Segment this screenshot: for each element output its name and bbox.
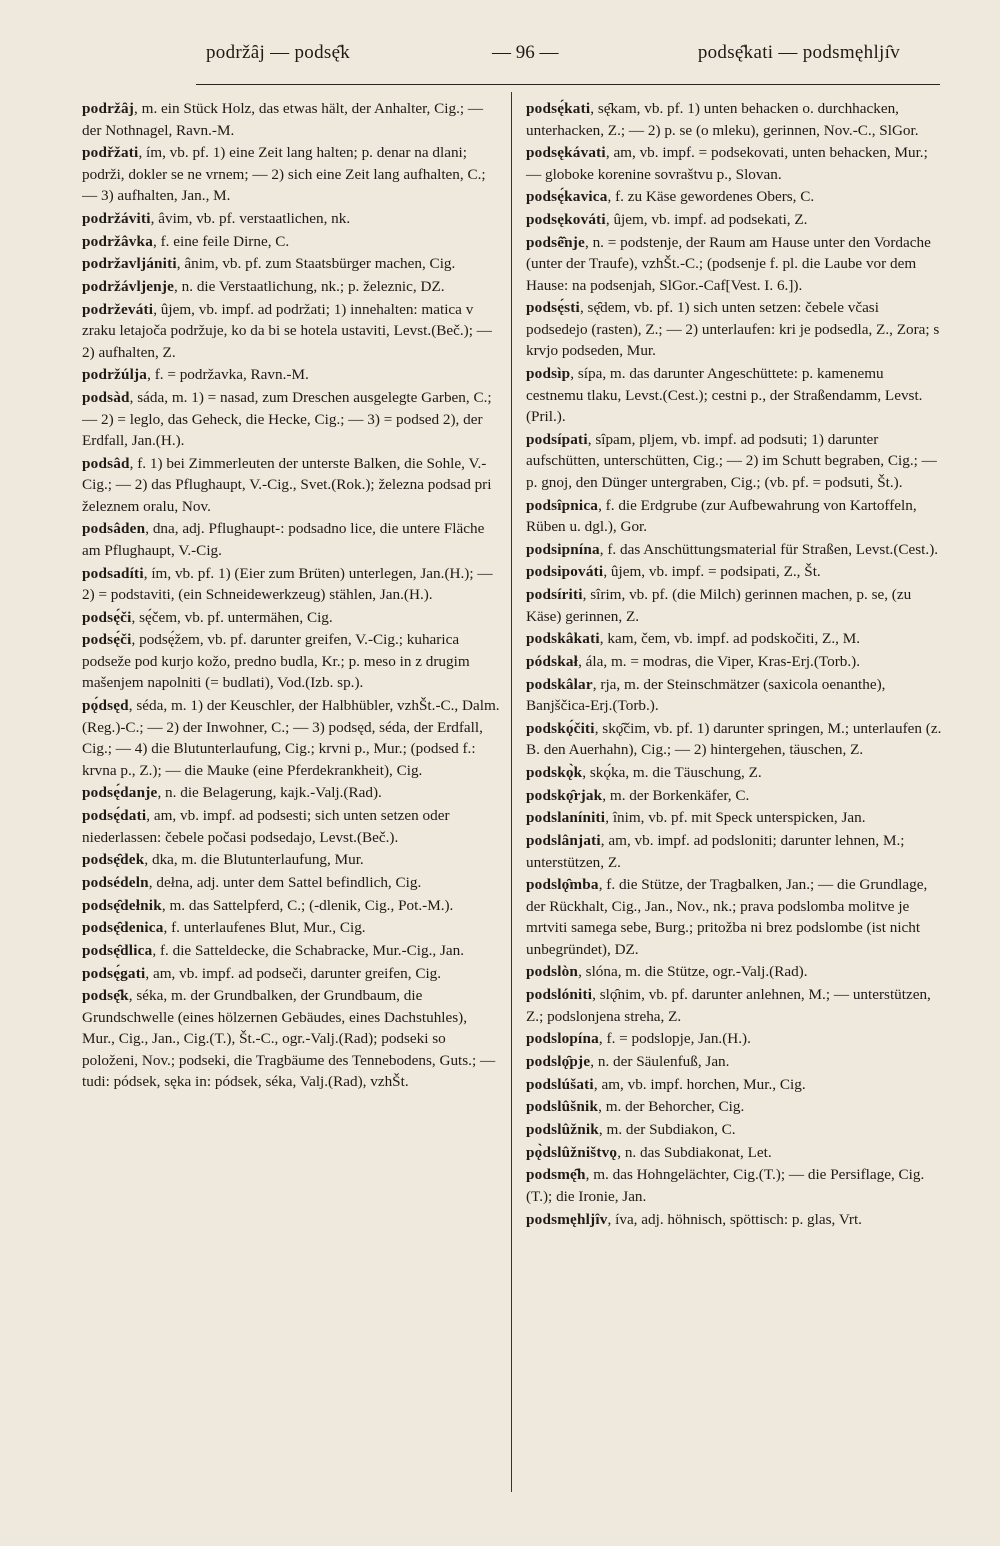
entry-headword: podřžati bbox=[82, 144, 139, 162]
dictionary-entry bbox=[526, 1074, 944, 1096]
dictionary-entry bbox=[82, 387, 500, 452]
entry-definition: , ûjem, vb. impf. ad podsekati, Z. bbox=[605, 211, 808, 229]
entry-headword: podsmęhljîv bbox=[526, 1210, 608, 1228]
entry-definition: , âvim, vb. pf. verstaatlichen, nk. bbox=[150, 209, 351, 227]
entry-definition: , ânim, vb. pf. zum Staatsbürger machen, Cig. bbox=[176, 255, 456, 273]
dictionary-entry bbox=[526, 807, 944, 829]
entry-definition: , m. der Behorcher, Cig. bbox=[598, 1098, 745, 1116]
entry-headword: podsipnína bbox=[526, 540, 600, 558]
dictionary-entry bbox=[82, 231, 500, 253]
dictionary-entry bbox=[82, 98, 500, 141]
entry-headword: podsìp bbox=[526, 365, 571, 383]
entry-headword: podslǫ̑pje bbox=[526, 1053, 591, 1070]
entry-definition: , ím, vb. pf. 1) (Eier zum Brüten) unterlegen, Jan.(H.); — 2) = podstaviti, (ein Schneidewerkzeug) stählen, Jan.(H.). bbox=[82, 564, 493, 604]
dictionary-entry bbox=[526, 984, 944, 1027]
entry-headword: podsę̑k bbox=[82, 987, 129, 1005]
dictionary-entry bbox=[82, 208, 500, 230]
right-column bbox=[526, 98, 944, 1231]
dictionary-entry bbox=[526, 539, 944, 561]
entry-definition: , f. das Anschüttungsmaterial für Straßen, Levst.(Cest.). bbox=[599, 540, 939, 558]
entry-headword: podsę̑dlica bbox=[82, 941, 153, 959]
entry-definition: , rja, m. der Steinschmätzer (saxicola oenanthe), Banjščica-Erj.(Torb.). bbox=[526, 675, 886, 715]
entry-definition: , íva, adj. höhnisch, spöttisch: p. glas, Vrt. bbox=[607, 1210, 862, 1228]
entry-definition: , sę́čem, vb. pf. untermähen, Cig. bbox=[131, 608, 333, 626]
entry-headword: podsę́či bbox=[82, 631, 132, 649]
entry-definition: , am, vb. impf. ad podsesti; sich unten setzen oder niederlassen: čebele počasi podsedajo, Levst.(Beč.). bbox=[82, 807, 450, 846]
dictionary-entry bbox=[526, 495, 944, 538]
entry-definition: , n. der Säulenfuß, Jan. bbox=[590, 1053, 730, 1070]
dictionary-entry bbox=[526, 561, 944, 583]
entry-headword: podskǫ́čiti bbox=[526, 719, 595, 737]
dictionary-entry bbox=[526, 584, 944, 627]
entry-definition: , sípa, m. das darunter Angeschüttete: p. kamenemu cestnemu tlaku, Levst.(Cest.); cestni p., der Straßendamm, Levst.(Pril.). bbox=[526, 365, 923, 426]
entry-definition: , f. die Stütze, der Tragbalken, Jan.; — die Grundlage, der Rückhalt, Cig., Jan., Nov., nk.; prava podslomba molitve je mrtviti samega sebe, Burg.; pritožba ni brez podslombe (ist nicht unbegründet), DZ. bbox=[526, 876, 928, 958]
dictionary-entry bbox=[526, 429, 944, 494]
entry-definition: , ûjem, vb. impf. = podsipati, Z., Št. bbox=[603, 563, 821, 581]
entry-headword: podsę̑denica bbox=[82, 919, 164, 937]
entry-definition: , înim, vb. pf. mit Speck unterspicken, Jan. bbox=[605, 809, 866, 827]
column-divider bbox=[511, 92, 512, 1492]
dictionary-entry bbox=[526, 785, 944, 807]
entry-headword: podsękováti bbox=[526, 211, 606, 229]
dictionary-entry bbox=[82, 849, 500, 871]
entry-headword: podsîpnica bbox=[526, 496, 599, 514]
entry-definition: , n. das Subdiakonat, Let. bbox=[617, 1143, 772, 1161]
dictionary-entry bbox=[82, 142, 500, 207]
dictionary-entry bbox=[82, 299, 500, 364]
dictionary-entry bbox=[526, 1142, 944, 1164]
entry-definition: , f. = podslopje, Jan.(H.). bbox=[598, 1030, 751, 1048]
entry-definition: , séka, m. der Grundbalken, der Grundbaum, die Grundschwelle (eines hölzernen Gebäudes, eines Dachstuhles), Mur., Cig., Jan., Cig.(T.), Št.-C., ogr.-Valj.(Rad); podseki so položeni, Nov.; podseki, die Tragbäume des Tennebodens, Guts.; — tudi: pódsek, sęka in: pódsek, séka, Valj.(Rad), vzhŠt. bbox=[82, 987, 496, 1091]
entry-headword: podslóniti bbox=[526, 986, 593, 1004]
entry-headword: podsàd bbox=[82, 389, 130, 406]
dictionary-entry bbox=[526, 674, 944, 717]
dictionary-entry bbox=[526, 186, 944, 208]
entry-headword: podsę́danje bbox=[82, 784, 158, 802]
entry-definition: , n. = podstenje, der Raum am Hause unter den Vordache (unter der Traufe), vzhŠt.-C.; (podsenje f. pl. die Laube vor dem Hause: na podsenjah, SlGor.-Caf[Vest. I. 6.]). bbox=[526, 233, 931, 294]
entry-headword: pǫ́dsęd bbox=[82, 697, 129, 715]
entry-headword: podskǫ̑rjak bbox=[526, 786, 603, 804]
entry-headword: podsmę̑h bbox=[526, 1166, 586, 1184]
entry-definition: , m. das Hohngelächter, Cig.(T.); — die Persiflage, Cig.(T.); die Ironie, Jan. bbox=[526, 1166, 925, 1205]
entry-headword: podslǫ̑mba bbox=[526, 876, 599, 894]
dictionary-entry bbox=[526, 718, 944, 761]
entry-headword: podsíriti bbox=[526, 586, 583, 604]
entry-headword: pódskał bbox=[526, 652, 579, 670]
dictionary-entry bbox=[82, 364, 500, 386]
entry-headword: podržávljenje bbox=[82, 277, 175, 295]
entry-definition: , f. die Satteldecke, die Schabracke, Mur.-Cig., Jan. bbox=[152, 941, 465, 959]
entry-definition: , slǫ̑nim, vb. pf. darunter anlehnen, M.; — unterstützen, Z.; podslonjena streha, Z. bbox=[526, 986, 931, 1025]
entry-definition: , séda, m. 1) der Keuschler, der Halbhübler, vzhŠt.-C., Dalm.(Reg.)-C.; — 2) der Inwohner, C.; — 3) podsęd, séda, der Erdfall, Cig.; — 4) die Blutunterlaufung, Cig.; krvni p., Mur.; (podsed f.: krvna p., Z.); — die Mauke (eine Pferdekrankheit), Cig. bbox=[82, 697, 500, 779]
entry-headword: podsâden bbox=[82, 520, 146, 538]
entry-definition: , m. der Borkenkäfer, C. bbox=[602, 786, 750, 804]
entry-headword: podsę́dati bbox=[82, 807, 147, 824]
dictionary-entry bbox=[82, 985, 500, 1093]
entry-definition: , f. = podržavka, Ravn.-M. bbox=[147, 366, 309, 384]
dictionary-entry bbox=[526, 98, 944, 141]
dictionary-entry bbox=[526, 830, 944, 873]
entry-headword: podržȃj bbox=[82, 100, 135, 117]
entry-headword: podskâkati bbox=[526, 630, 600, 648]
dictionary-entry bbox=[82, 917, 500, 939]
entry-headword: podskâlar bbox=[526, 675, 593, 693]
dictionary-entry bbox=[82, 940, 500, 962]
entry-headword: podslòn bbox=[526, 963, 579, 981]
entry-headword: podržavljániti bbox=[82, 255, 177, 273]
entry-definition: , m. das Sattelpferd, C.; (-dlenik, Cig., Pot.-M.). bbox=[161, 896, 454, 914]
entry-definition: , dna, adj. Pflughaupt-: podsadno lice, die untere Fläche am Pflughaupt, V.-Cig. bbox=[82, 520, 485, 559]
entry-definition: , am, vb. impf. ad podsloniti; darunter lehnen, M.; unterstützen, Z. bbox=[526, 832, 905, 871]
entry-definition: , kam, čem, vb. impf. ad podskočiti, Z., M. bbox=[599, 630, 861, 648]
entry-headword: podslopína bbox=[526, 1030, 599, 1048]
entry-definition: , sáda, m. 1) = nasad, zum Dreschen ausgelegte Garben, C.; — 2) = leglo, das Geheck, die Hecke, Cig.; — 3) = podsed 2), der Erdfall, Jan.(H.). bbox=[82, 389, 492, 449]
entry-definition: , f. eine feile Dirne, C. bbox=[153, 232, 290, 250]
entry-definition: , am, vb. impf. ad podseči, darunter greifen, Cig. bbox=[145, 964, 442, 982]
dictionary-entry bbox=[526, 762, 944, 784]
entry-definition: , am, vb. impf. = podsekovati, unten behacken, Mur.; — globoke korenine sovraštvu p., Slovan. bbox=[526, 144, 928, 183]
dictionary-entry bbox=[526, 209, 944, 231]
page-number: — 96 — bbox=[492, 42, 559, 63]
entry-headword: podržúlja bbox=[82, 366, 148, 384]
dictionary-entry bbox=[82, 695, 500, 781]
entry-definition: , f. unterlaufenes Blut, Mur., Cig. bbox=[163, 919, 366, 937]
entry-headword: podslûžnik bbox=[526, 1121, 599, 1139]
entry-definition: , sę̑kam, vb. pf. 1) unten behacken o. durchhacken, unterhacken, Z.; — 2) p. se (o mleku), gerinnen, Nov.-C., SlGor. bbox=[526, 100, 919, 139]
dictionary-entry bbox=[82, 563, 500, 606]
header-right-guide-words: podsę̑kati — podsmęhljı̑v bbox=[697, 42, 900, 63]
entry-definition: , skǫ̑čim, vb. pf. 1) darunter springen, M.; unterlaufen (z. B. den Auerhahn), Cig.; — 2) hintergehen, täuschen, Z. bbox=[526, 719, 942, 759]
entry-headword: podržáviti bbox=[82, 209, 151, 227]
entry-definition: , podsę́žem, vb. pf. darunter greifen, V.-Cig.; kuharica podseže pod kurjo kožo, predno budla, Kr.; p. meso in z drugim mašenjem napolniti (= budlati), Vod.(Izb. sp.). bbox=[82, 631, 470, 692]
dictionary-entry bbox=[526, 142, 944, 185]
dictionary-entry bbox=[82, 963, 500, 985]
dictionary-entry bbox=[82, 518, 500, 561]
entry-definition: , skǫ́ka, m. die Täuschung, Z. bbox=[582, 764, 762, 781]
entry-headword: podslânjati bbox=[526, 832, 601, 850]
entry-headword: podsę́gati bbox=[82, 964, 146, 982]
entry-definition: , ím, vb. pf. 1) eine Zeit lang halten; p. denar na dlani; podrži, dokler se ne vrnem; — 2) sich eine Zeit lang aufhalten, C.; — 3) aufhalten, Jan., M. bbox=[82, 144, 486, 205]
left-column bbox=[82, 98, 500, 1094]
entry-headword: podržâvka bbox=[82, 232, 153, 250]
entry-headword: podsę̑dek bbox=[82, 851, 145, 869]
dictionary-entry bbox=[82, 607, 500, 629]
entry-headword: podsadíti bbox=[82, 564, 144, 582]
dictionary-entry bbox=[526, 1051, 944, 1073]
entry-headword: podsédeln bbox=[82, 873, 149, 891]
dictionary-entry bbox=[82, 253, 500, 275]
entry-headword: podsipováti bbox=[526, 563, 604, 581]
entry-definition: , slóna, m. die Stütze, ogr.-Valj.(Rad). bbox=[578, 963, 808, 981]
dictionary-entry bbox=[526, 651, 944, 673]
dictionary-entry bbox=[82, 872, 500, 894]
entry-headword: podslûšnik bbox=[526, 1098, 599, 1116]
entry-headword: podsê̂nje bbox=[526, 233, 585, 251]
dictionary-entry bbox=[82, 276, 500, 298]
entry-definition: , sîpam, pljem, vb. impf. ad podsuti; 1) darunter aufschütten, unterschütten, Cig.; — 2) im Schutt begraben, Cig.; — p. gnoj, den Dünger untergraben, Cig.; (vb. pf. = podsuti, Št.). bbox=[526, 430, 937, 491]
entry-headword: podsę́sti bbox=[526, 299, 580, 317]
entry-headword: podsękávati bbox=[526, 144, 606, 162]
entry-definition: , n. die Belagerung, kajk.-Valj.(Rad). bbox=[157, 784, 382, 802]
entry-definition: , n. die Verstaatlichung, nk.; p. železnic, DZ. bbox=[174, 277, 445, 295]
dictionary-entry bbox=[82, 805, 500, 848]
entry-headword: podslúšati bbox=[526, 1075, 594, 1093]
entry-headword: podrževáti bbox=[82, 300, 154, 318]
entry-definition: , sę̑dem, vb. pf. 1) sich unten setzen: čebele včasi podsedejo (rasten), Z.; — 2) unterlaufen: kri je podsedla, Z., Zora; s krvjo podseden, Mur. bbox=[526, 299, 940, 360]
entry-headword: podskǫ̀k bbox=[526, 764, 583, 781]
entry-definition: , am, vb. impf. horchen, Mur., Cig. bbox=[593, 1075, 806, 1093]
dictionary-entry bbox=[82, 453, 500, 518]
dictionary-entry bbox=[526, 874, 944, 960]
entry-headword: podsâd bbox=[82, 454, 130, 472]
running-header bbox=[200, 38, 900, 78]
entry-definition: , dka, m. die Blutunterlaufung, Mur. bbox=[144, 851, 364, 869]
entry-definition: , dełna, adj. unter dem Sattel befindlich, Cig. bbox=[148, 873, 422, 891]
header-rule bbox=[196, 84, 940, 85]
dictionary-entry bbox=[526, 628, 944, 650]
dictionary-entry bbox=[526, 363, 944, 428]
entry-headword: podsę̑dełnik bbox=[82, 896, 162, 914]
entry-headword: podsę́kavica bbox=[526, 188, 608, 206]
dictionary-entry bbox=[82, 895, 500, 917]
entry-headword: podsę́či bbox=[82, 608, 132, 626]
dictionary-entry bbox=[526, 1096, 944, 1118]
dictionary-entry bbox=[526, 1209, 944, 1231]
dictionary-entry bbox=[526, 297, 944, 362]
entry-headword: pǫ̀dslûžništvǫ bbox=[526, 1143, 618, 1161]
header-left-guide-words: podržȃj — podsę̑k bbox=[206, 42, 351, 63]
entry-headword: podsę́kati bbox=[526, 100, 591, 117]
dictionary-entry bbox=[82, 782, 500, 804]
entry-headword: podsípati bbox=[526, 430, 588, 448]
dictionary-entry bbox=[526, 232, 944, 297]
entry-definition: , f. 1) bei Zimmerleuten der unterste Balken, die Sohle, V.-Cig.; — 2) das Pflughaupt, V.-Cig., Svet.(Rok.); železna podsad pri železnem oralu, Nov. bbox=[82, 454, 492, 515]
dictionary-entry bbox=[526, 1164, 944, 1207]
dictionary-entry bbox=[526, 961, 944, 983]
dictionary-entry bbox=[526, 1119, 944, 1141]
entry-definition: , ála, m. = modras, die Viper, Kras-Erj.(Torb.). bbox=[578, 652, 861, 670]
dictionary-entry bbox=[526, 1028, 944, 1050]
entry-definition: , f. zu Käse gewordenes Obers, C. bbox=[607, 188, 815, 206]
entry-definition: , m. der Subdiakon, C. bbox=[598, 1121, 736, 1139]
entry-headword: podslaníniti bbox=[526, 809, 606, 827]
entry-definition: , ûjem, vb. impf. ad podržati; 1) innehalten: matica v zraku letajoča podržuje, ko da bi se hotela ustaviti, Levst.(Beč.); — 2) aufhalten, Z. bbox=[82, 300, 492, 361]
entry-definition: , sîrim, vb. pf. (die Milch) gerinnen machen, p. se, (zu Käse) gerinnen, Z. bbox=[526, 586, 912, 625]
entry-definition: , f. die Erdgrube (zur Aufbewahrung von Kartoffeln, Rüben u. dgl.), Gor. bbox=[526, 496, 917, 535]
dictionary-entry bbox=[82, 629, 500, 694]
entry-definition: , m. ein Stück Holz, das etwas hält, der Anhalter, Cig.; — der Nothnagel, Ravn.-M. bbox=[82, 100, 484, 139]
